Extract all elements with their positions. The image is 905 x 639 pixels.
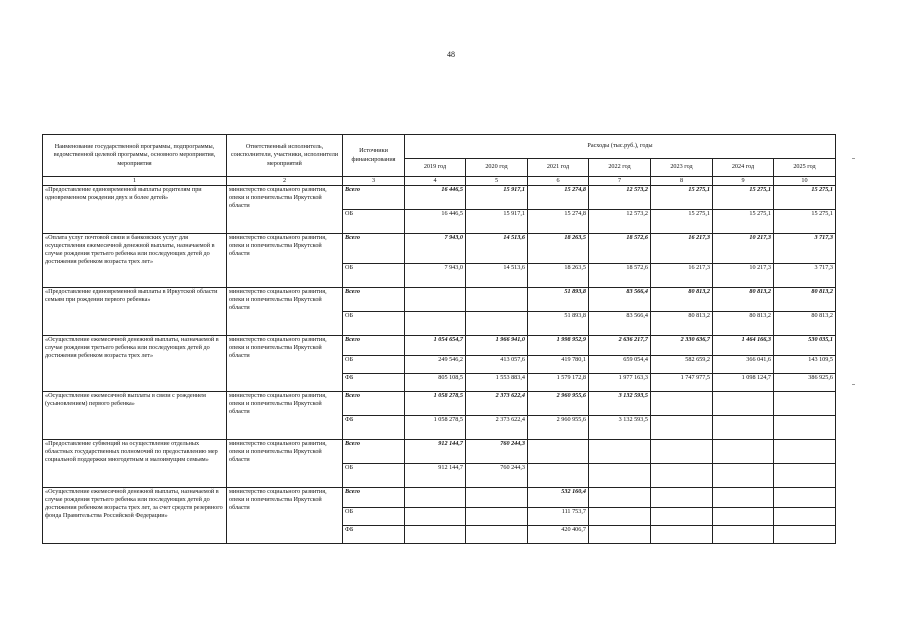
expenses-table: [42, 134, 836, 544]
expense-value: 420 406,7: [528, 526, 589, 544]
expense-value: [466, 508, 528, 526]
funding-source: Всего: [343, 392, 405, 416]
expense-value: 1 579 172,8: [528, 374, 589, 392]
expense-value: [651, 508, 713, 526]
expense-value: 12 573,2: [589, 210, 651, 234]
responsible-executor: министерство социального развития, опеки и попечительства Иркутской области: [227, 288, 343, 336]
expense-value: [651, 526, 713, 544]
expense-value: [774, 392, 836, 416]
expense-value: [774, 488, 836, 508]
table-body: [43, 186, 836, 544]
measure-name: «Осуществление ежемесячной денежной выплаты, назначаемой в случае рождения третьего ребенка или последующих детей до достижения ребенком возраста трех лет, за счет средств резервного фонда Правительства Российской Федерации»: [43, 488, 227, 544]
table-row: [43, 336, 836, 356]
expense-value: [651, 392, 713, 416]
expense-value: [651, 416, 713, 440]
expense-value: 80 813,2: [774, 312, 836, 336]
expense-value: 83 566,4: [589, 288, 651, 312]
expense-value: [466, 488, 528, 508]
expense-value: [774, 526, 836, 544]
expense-value: [713, 392, 774, 416]
header-executor: Ответственный исполнитель, соисполнители, участники, исполнители мероприятий: [227, 135, 343, 177]
responsible-executor: министерство социального развития, опеки и попечительства Иркутской области: [227, 336, 343, 392]
funding-source: ОБ: [343, 508, 405, 526]
expense-value: [713, 416, 774, 440]
column-number: 7: [589, 177, 651, 186]
expense-value: 760 244,3: [466, 464, 528, 488]
expense-value: [589, 526, 651, 544]
column-number: 4: [405, 177, 466, 186]
expense-value: 14 513,6: [466, 234, 528, 264]
expense-value: 10 217,3: [713, 234, 774, 264]
expense-value: 80 813,2: [713, 288, 774, 312]
expense-value: 7 943,0: [405, 264, 466, 288]
expense-value: 1 977 163,3: [589, 374, 651, 392]
expense-value: 2 960 955,6: [528, 392, 589, 416]
expense-value: [528, 440, 589, 464]
year-header: 2023 год: [651, 159, 713, 177]
expense-value: 760 244,3: [466, 440, 528, 464]
expense-value: 15 275,1: [651, 210, 713, 234]
responsible-executor: министерство социального развития, опеки и попечительства Иркутской области: [227, 186, 343, 234]
expense-value: 2 373 622,4: [466, 392, 528, 416]
measure-name: «Осуществление ежемесячной выплаты в связи с рождением (усыновлением) первого ребенка»: [43, 392, 227, 440]
expense-value: [713, 488, 774, 508]
expense-value: 80 813,2: [774, 288, 836, 312]
expense-value: 1 058 278,5: [405, 416, 466, 440]
expense-value: 3 717,3: [774, 264, 836, 288]
expense-value: [589, 464, 651, 488]
table-row: [43, 440, 836, 464]
header-source: Источники финансирования: [343, 135, 405, 177]
funding-source: Всего: [343, 186, 405, 210]
edge-mark: [852, 158, 855, 159]
expense-value: 1 966 941,0: [466, 336, 528, 356]
expense-value: 1 998 952,9: [528, 336, 589, 356]
year-header: 2025 год: [774, 159, 836, 177]
expense-value: [528, 464, 589, 488]
expense-value: 14 513,6: [466, 264, 528, 288]
expense-value: 15 275,1: [774, 210, 836, 234]
expense-value: [774, 440, 836, 464]
funding-source: Всего: [343, 234, 405, 264]
table-row: [43, 392, 836, 416]
table-row: [43, 186, 836, 210]
column-number: 9: [713, 177, 774, 186]
expense-value: 16 446,5: [405, 186, 466, 210]
expense-value: [774, 416, 836, 440]
year-header: 2022 год: [589, 159, 651, 177]
column-number: 2: [227, 177, 343, 186]
expense-value: 1 464 166,3: [713, 336, 774, 356]
column-number: 10: [774, 177, 836, 186]
expense-value: 805 108,5: [405, 374, 466, 392]
year-header: 2019 год: [405, 159, 466, 177]
expense-value: 15 275,1: [651, 186, 713, 210]
funding-source: ОБ: [343, 464, 405, 488]
expense-value: [713, 464, 774, 488]
expense-value: [774, 464, 836, 488]
column-number: 6: [528, 177, 589, 186]
funding-source: Всего: [343, 336, 405, 356]
column-number: 1: [43, 177, 227, 186]
responsible-executor: министерство социального развития, опеки и попечительства Иркутской области: [227, 440, 343, 488]
expense-value: 15 275,1: [713, 210, 774, 234]
funding-source: ФБ: [343, 374, 405, 392]
expense-value: 18 572,6: [589, 264, 651, 288]
measure-name: «Предоставление субвенций на осуществление отдельных областных государственных полномочий по предоставлению мер социальной поддержки многодетным и малоимущим семьям»: [43, 440, 227, 488]
expense-value: 912 144,7: [405, 440, 466, 464]
expense-value: 16 446,5: [405, 210, 466, 234]
expense-value: 83 566,4: [589, 312, 651, 336]
expense-value: 582 659,2: [651, 356, 713, 374]
expense-value: 7 943,0: [405, 234, 466, 264]
expense-value: [589, 488, 651, 508]
expense-value: [405, 526, 466, 544]
expense-value: 80 813,2: [651, 312, 713, 336]
table-row: [43, 234, 836, 264]
responsible-executor: министерство социального развития, опеки и попечительства Иркутской области: [227, 392, 343, 440]
expense-value: [466, 526, 528, 544]
expense-value: 10 217,3: [713, 264, 774, 288]
expense-value: 15 274,8: [528, 186, 589, 210]
header-expenses: Расходы (тыс.руб.), годы: [405, 135, 836, 159]
expense-value: 912 144,7: [405, 464, 466, 488]
expense-value: [405, 312, 466, 336]
year-header: 2024 год: [713, 159, 774, 177]
page-number: 48: [447, 50, 455, 59]
year-header: 2020 год: [466, 159, 528, 177]
expense-value: [774, 508, 836, 526]
expense-value: 18 263,5: [528, 234, 589, 264]
expense-value: [713, 508, 774, 526]
expense-value: 1 553 883,4: [466, 374, 528, 392]
funding-source: ОБ: [343, 356, 405, 374]
expense-value: 659 054,4: [589, 356, 651, 374]
expense-value: 16 217,3: [651, 264, 713, 288]
expense-value: 2 636 217,7: [589, 336, 651, 356]
header-name: Наименование государственной программы, подпрограммы, ведомственной целевой программы, основного мероприятия, мероприятия: [43, 135, 227, 177]
expense-value: [589, 508, 651, 526]
expense-value: [466, 312, 528, 336]
expense-value: 1 098 124,7: [713, 374, 774, 392]
expense-value: 419 780,1: [528, 356, 589, 374]
funding-source: ФБ: [343, 416, 405, 440]
expense-value: 530 035,1: [774, 336, 836, 356]
column-number: 3: [343, 177, 405, 186]
funding-source: ФБ: [343, 526, 405, 544]
expense-value: 51 893,8: [528, 312, 589, 336]
expense-value: 15 274,8: [528, 210, 589, 234]
expense-value: 51 893,8: [528, 288, 589, 312]
measure-name: «Осуществление ежемесячной денежной выплаты, назначаемой в случае рождения третьего ребенка или последующих детей до достижения ребенком возраста трех лет»: [43, 336, 227, 392]
expense-value: [466, 288, 528, 312]
expense-value: 2 960 955,6: [528, 416, 589, 440]
expense-value: 15 275,1: [713, 186, 774, 210]
funding-source: Всего: [343, 440, 405, 464]
expense-value: [405, 488, 466, 508]
expense-value: [651, 440, 713, 464]
expense-value: 15 275,1: [774, 186, 836, 210]
expense-value: 3 132 593,5: [589, 392, 651, 416]
expense-value: 2 373 622,4: [466, 416, 528, 440]
expense-value: 111 753,7: [528, 508, 589, 526]
expense-value: [405, 508, 466, 526]
expense-value: 386 925,6: [774, 374, 836, 392]
expense-value: 15 917,1: [466, 210, 528, 234]
responsible-executor: министерство социального развития, опеки и попечительства Иркутской области: [227, 234, 343, 288]
funding-source: ОБ: [343, 264, 405, 288]
expense-value: 1 054 654,7: [405, 336, 466, 356]
expense-value: [589, 440, 651, 464]
column-number: 5: [466, 177, 528, 186]
table-row: [43, 488, 836, 508]
edge-mark: [852, 384, 855, 385]
expense-value: 366 041,6: [713, 356, 774, 374]
funding-source: ОБ: [343, 312, 405, 336]
expense-value: 18 572,6: [589, 234, 651, 264]
funding-source: Всего: [343, 488, 405, 508]
expense-value: 249 546,2: [405, 356, 466, 374]
year-header: 2021 год: [528, 159, 589, 177]
expense-value: 12 573,2: [589, 186, 651, 210]
expense-value: 1 747 977,5: [651, 374, 713, 392]
expense-value: 413 057,6: [466, 356, 528, 374]
expense-value: 3 717,3: [774, 234, 836, 264]
funding-source: ОБ: [343, 210, 405, 234]
expense-value: [405, 288, 466, 312]
expense-value: [651, 488, 713, 508]
expense-value: 18 263,5: [528, 264, 589, 288]
measure-name: «Предоставление единовременной выплаты в Иркутской области семьям при рождении первого ребенка»: [43, 288, 227, 336]
expense-value: 3 132 593,5: [589, 416, 651, 440]
expense-value: 143 109,5: [774, 356, 836, 374]
funding-source: Всего: [343, 288, 405, 312]
expense-value: 80 813,2: [713, 312, 774, 336]
expense-value: 80 813,2: [651, 288, 713, 312]
expense-value: [713, 526, 774, 544]
expense-value: [713, 440, 774, 464]
expense-value: 16 217,3: [651, 234, 713, 264]
measure-name: «Оплата услуг почтовой связи и банковских услуг для осуществления ежемесячной денежной выплаты, назначаемой в случае рождения третьего ребенка или последующих детей до достижения ребенком возраста трех лет»: [43, 234, 227, 288]
table-row: [43, 288, 836, 312]
expense-value: 1 058 278,5: [405, 392, 466, 416]
expense-value: 2 330 636,7: [651, 336, 713, 356]
responsible-executor: министерство социального развития, опеки и попечительства Иркутской области: [227, 488, 343, 544]
expense-value: 15 917,1: [466, 186, 528, 210]
column-number: 8: [651, 177, 713, 186]
expense-value: [651, 464, 713, 488]
expense-value: 532 160,4: [528, 488, 589, 508]
measure-name: «Предоставление единовременной выплаты родителям при одновременном рождении двух и более детей»: [43, 186, 227, 234]
